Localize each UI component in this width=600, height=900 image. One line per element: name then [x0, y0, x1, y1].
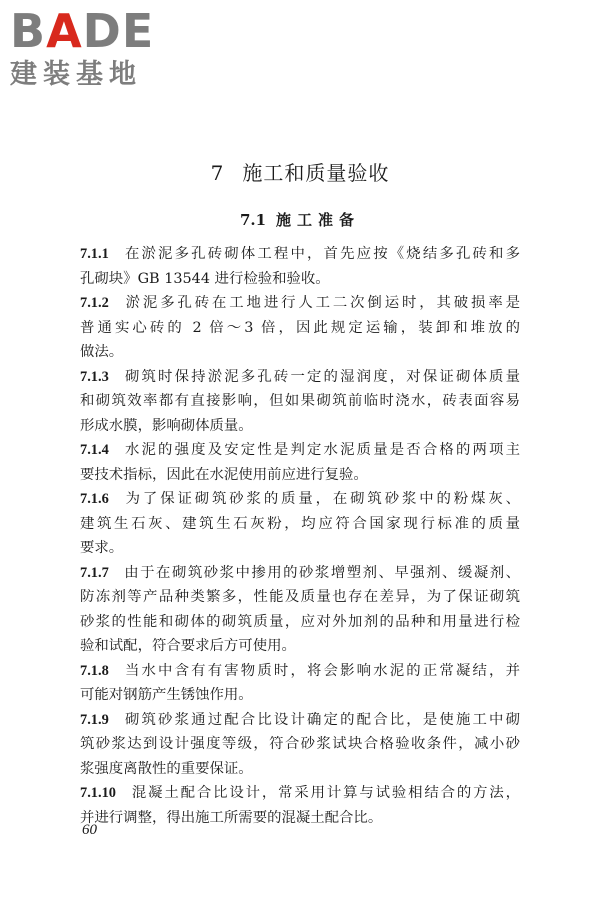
chapter-number: 7 [210, 161, 225, 185]
clause-number: 7.1.9 [80, 711, 109, 728]
clause-line [80, 414, 520, 439]
clause-line [80, 708, 520, 733]
clause-line [80, 683, 520, 708]
logo-wordmark [10, 4, 190, 58]
clause-text: 验和试配，符合要求后方可使用。 [80, 638, 296, 654]
clause-text: 要技术指标，因此在水泥使用前应进行复验。 [80, 466, 368, 483]
page-number: 60 [82, 822, 97, 838]
clause-line [80, 512, 520, 537]
clause-line [80, 634, 520, 659]
clause-text: 并进行调整，得出施工所需要的混凝土配合比。 [80, 809, 383, 826]
clause-text: 混凝土配合比设计，常采用计算与试验相结合的方法， [129, 785, 520, 801]
clause-number: 7.1.7 [80, 564, 109, 581]
section-title [0, 209, 600, 230]
clause-line [80, 536, 520, 561]
clause [80, 659, 520, 708]
section-number: 7.1 [239, 211, 267, 229]
clause-line [80, 267, 520, 292]
clause-text: 浆强度离散性的重要保证。 [80, 760, 253, 777]
clause-list [80, 242, 520, 830]
clause [80, 291, 520, 365]
clause-text: 砌筑砂浆通过配合比设计确定的配合比，是使施工中砌 [122, 711, 520, 728]
clause-text: 可能对钢筋产生锈蚀作用。 [80, 687, 253, 703]
clause-text: 在淤泥多孔砖砌体工程中，首先应按《烧结多孔砖和多 [122, 246, 520, 262]
clause-line [80, 757, 520, 782]
section-title-text: 施工准备 [276, 211, 361, 229]
clause [80, 561, 520, 659]
clause-number: 7.1.1 [80, 246, 109, 262]
bade-logo [10, 4, 190, 92]
clause-text: 由于在砌筑砂浆中掺用的砂浆增塑剂、早强剂、缓凝剂、 [122, 564, 520, 581]
clause-text: 为了保证砌筑砂浆的质量，在砌筑砂浆中的粉煤灰、 [122, 491, 520, 507]
clause-line [80, 781, 520, 806]
clause-line [80, 732, 520, 757]
clause-text: 筑砂浆达到设计强度等级，符合砂浆试块合格验收条件，减小砂 [80, 736, 520, 752]
logo-subtitle: 建装基地 [10, 59, 142, 90]
chapter-title-text: 施工和质量验收 [242, 161, 390, 185]
clause-line [80, 242, 520, 267]
clause-line [80, 316, 520, 341]
clause-line [80, 659, 520, 684]
logo-word-part1: B [10, 4, 47, 58]
clause-number: 7.1.3 [80, 368, 109, 385]
logo-word-accent: A [46, 4, 83, 58]
clause-text: 孔砌块》GB 13544 进行检验和验收。 [80, 270, 330, 287]
clause-text: 淤泥多孔砖在工地进行人工二次倒运时，其破损率是 [122, 295, 520, 311]
clause-line [80, 487, 520, 512]
clause-text: 形成水膜，影响砌体质量。 [80, 417, 253, 434]
clause-number: 7.1.4 [80, 442, 109, 458]
clause-text: 要求。 [80, 540, 124, 556]
clause-line [80, 291, 520, 316]
clause-number: 7.1.8 [80, 662, 109, 679]
clause-line [80, 610, 520, 635]
clause [80, 487, 520, 561]
clause-number: 7.1.6 [80, 491, 109, 507]
clause-line [80, 585, 520, 610]
chapter-title [0, 157, 600, 186]
clause-line [80, 806, 520, 831]
clause-line [80, 561, 520, 586]
clause-text: 砌筑时保持淤泥多孔砖一定的湿润度，对保证砌体质量 [122, 368, 520, 385]
clause-text: 当水中含有有害物质时，将会影响水泥的正常凝结，并 [122, 662, 520, 679]
clause [80, 781, 520, 830]
clause-number: 7.1.2 [80, 295, 109, 311]
clause-text: 砂浆的性能和砌体的砌筑质量，应对外加剂的品种和用量进行检 [80, 613, 520, 630]
clause-line [80, 340, 520, 365]
clause-text: 做法。 [80, 344, 124, 360]
logo-word-part2: DE [82, 4, 155, 58]
clause-line [80, 365, 520, 390]
clause-line [80, 389, 520, 414]
clause-line [80, 438, 520, 463]
clause [80, 365, 520, 439]
clause-text: 普通实心砖的 2 倍～3 倍，因此规定运输，装卸和堆放的 [80, 319, 520, 336]
clause-text: 水泥的强度及安定性是判定水泥质量是否合格的两项主 [122, 442, 520, 458]
clause-number: 7.1.10 [80, 785, 116, 801]
clause-line [80, 463, 520, 488]
clause-text: 建筑生石灰、建筑生石灰粉，均应符合国家现行标准的质量 [80, 515, 520, 532]
clause-text: 防冻剂等产品种类繁多，性能及质量也存在差异，为了保证砌筑 [80, 589, 520, 605]
clause [80, 708, 520, 782]
clause-text: 和砌筑效率都有直接影响，但如果砌筑前临时浇水，砖表面容易 [80, 393, 520, 409]
clause [80, 438, 520, 487]
clause [80, 242, 520, 291]
